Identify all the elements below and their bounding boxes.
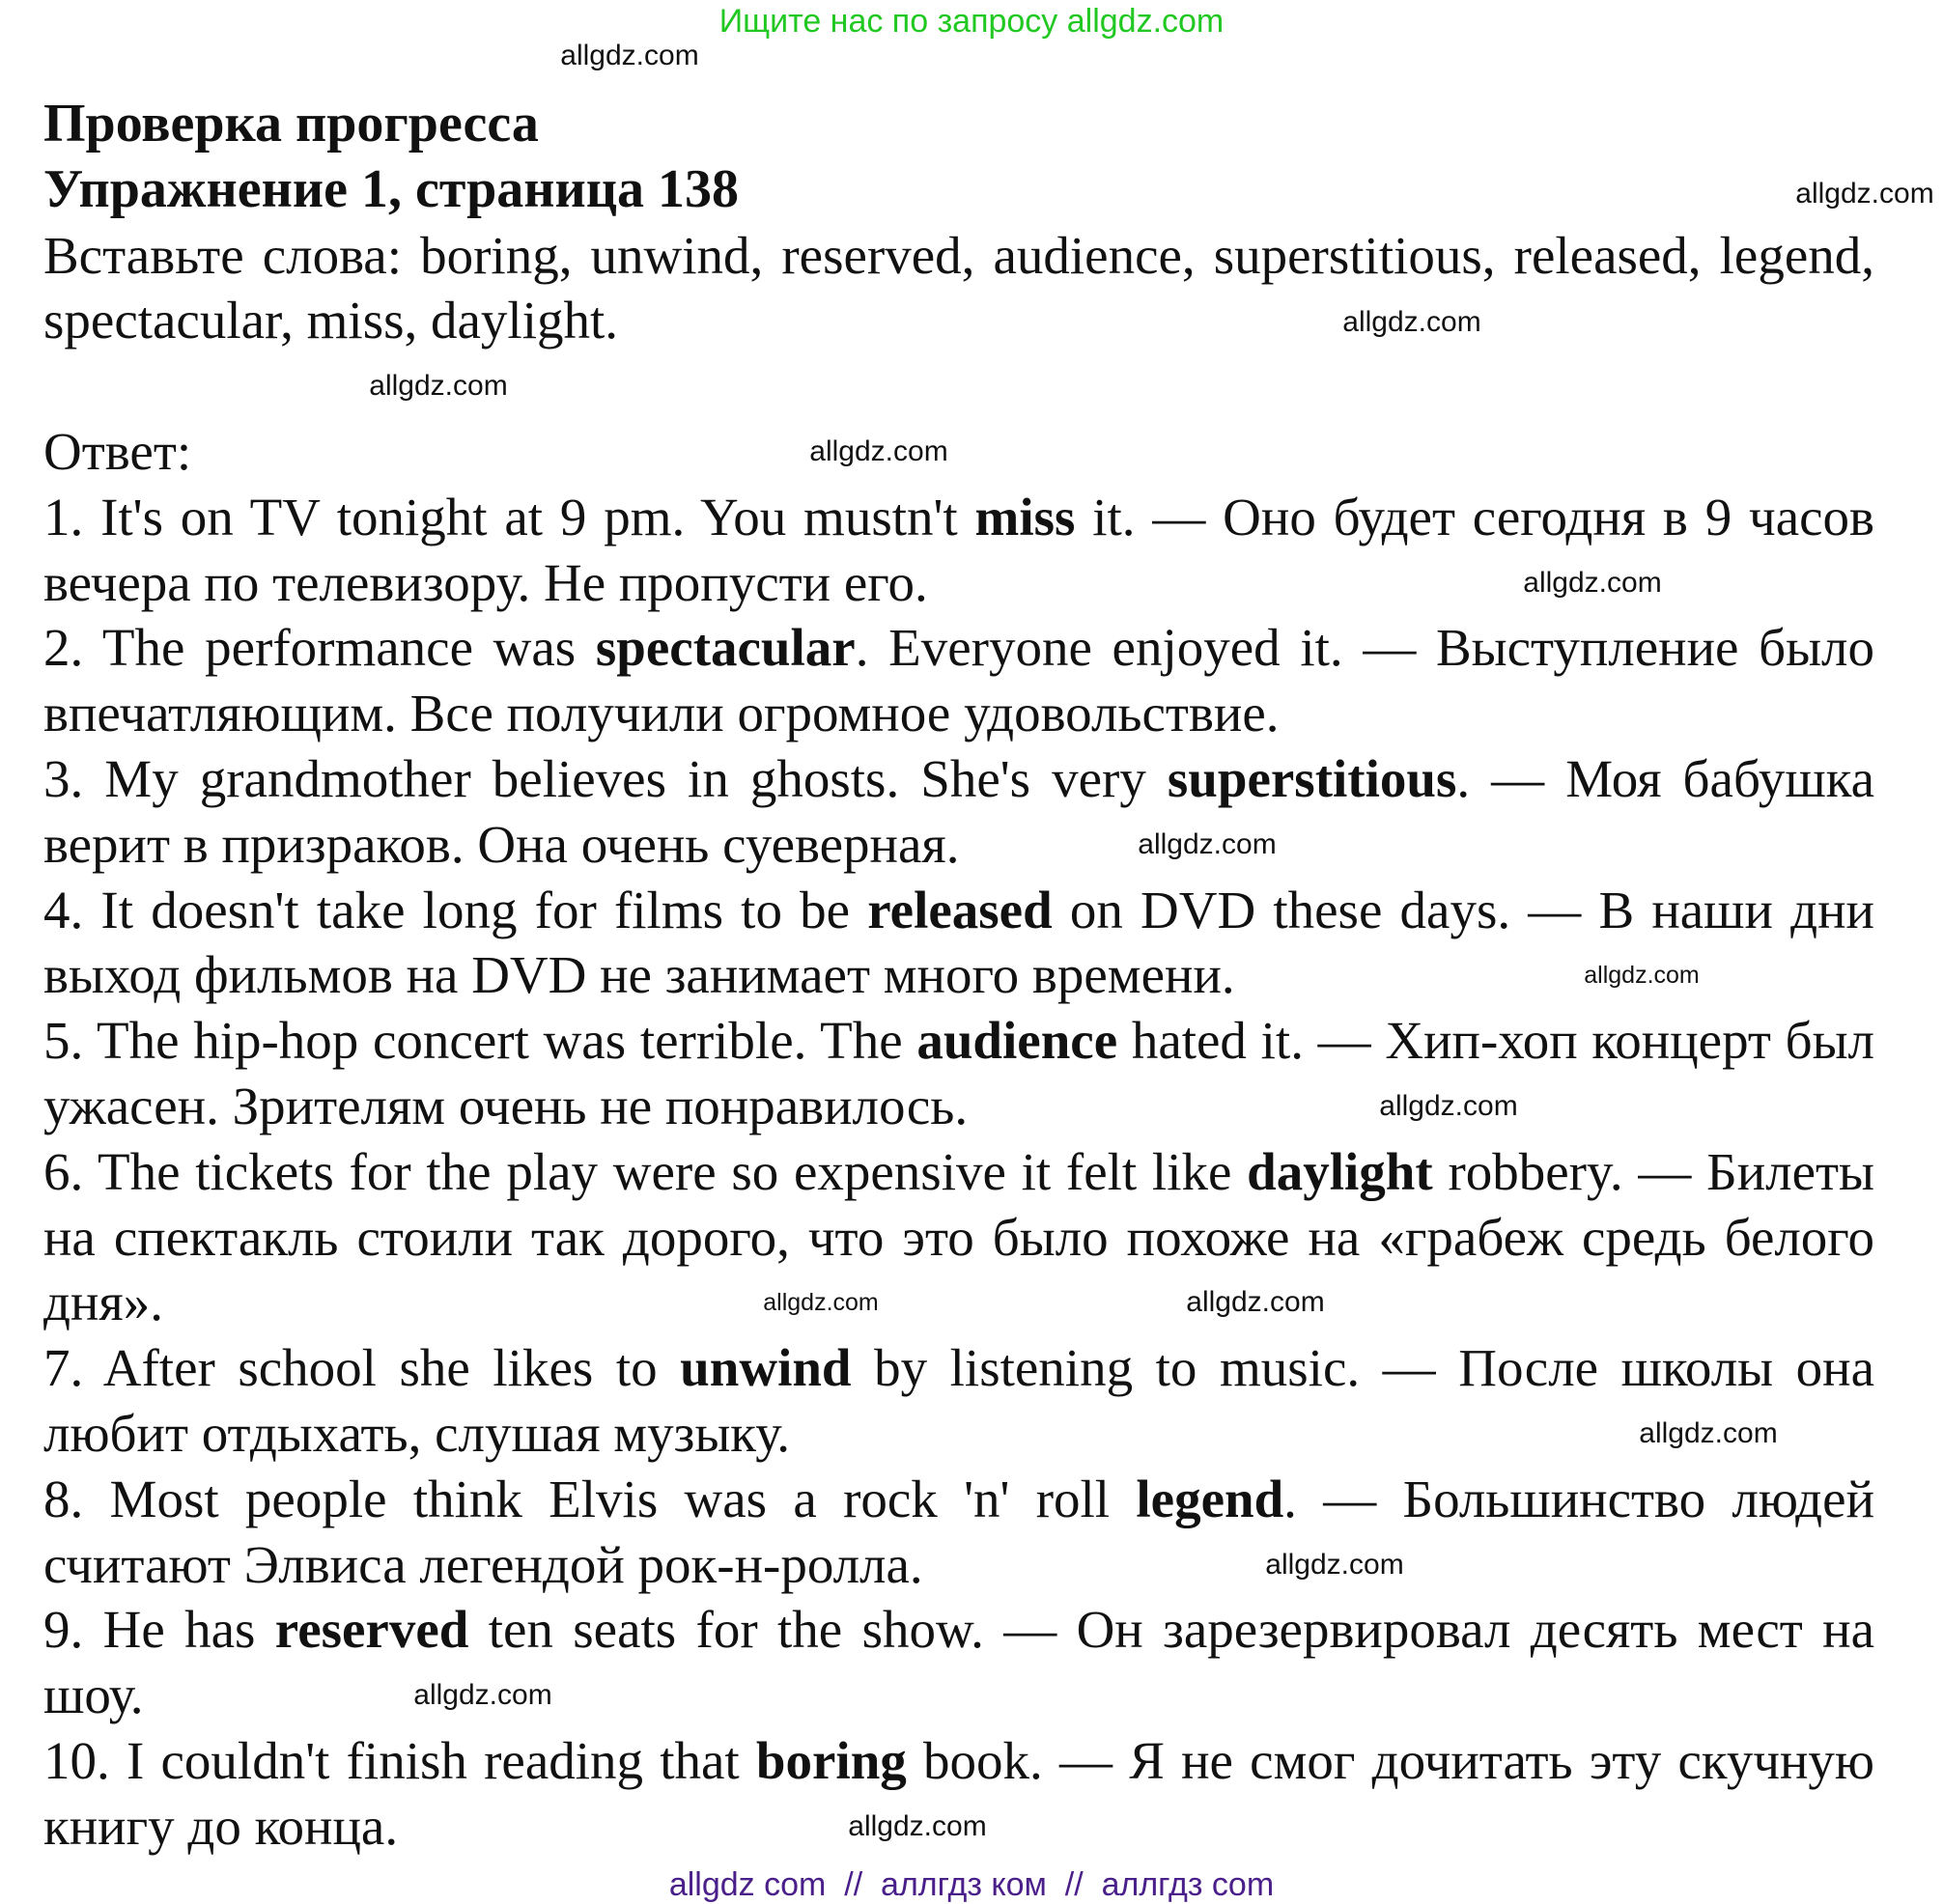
answer-item — [43, 615, 1874, 746]
answer-text: book. — Я не смог дочитать эту скучную книгу до конца. — [43, 1730, 1874, 1856]
answer-word: reserved — [274, 1600, 469, 1660]
watermark: allgdz.com — [560, 40, 699, 71]
answer-item — [43, 1008, 1874, 1139]
watermark: allgdz.com — [1138, 828, 1277, 860]
answer-text: 7. After school she likes to — [43, 1338, 681, 1398]
answer-word: daylight — [1247, 1141, 1433, 1201]
answer-text: 8. Most people think Elvis was a rock 'n' roll — [43, 1469, 1137, 1528]
answer-text: . — Большинство людей считают Элвиса легендой рок-н-ролла. — [43, 1469, 1875, 1594]
answer-word: boring — [755, 1730, 907, 1790]
answer-text: 5. The hip-hop concert was terrible. The — [43, 1011, 917, 1071]
watermark: allgdz.com — [1795, 178, 1934, 210]
watermark: allgdz.com — [1584, 962, 1700, 989]
answer-text: 4. It doesn't take long for films to be — [43, 880, 868, 939]
answer-word: spectacular — [595, 618, 856, 678]
answer-item — [43, 1335, 1874, 1467]
answer-word: released — [867, 880, 1053, 939]
watermark: allgdz.com — [1342, 306, 1481, 338]
bottom-banner: allgdz com // аллгдз ком // аллгдз com — [668, 1866, 1275, 1903]
answer-word: unwind — [680, 1338, 852, 1398]
top-banner: Ищите нас по запросу allgdz.com — [718, 3, 1225, 40]
watermark: allgdz.com — [848, 1810, 987, 1842]
answer-list — [43, 485, 1874, 1860]
watermark: allgdz.com — [1639, 1417, 1778, 1449]
watermark: allgdz.com — [809, 435, 948, 467]
watermark: allgdz.com — [1379, 1090, 1518, 1122]
answer-item — [43, 1467, 1874, 1598]
answer-text: robbery. — Билеты на спектакль стоили так дорого, что это было похоже на «грабеж средь белого дня». — [43, 1141, 1874, 1332]
watermark: allgdz.com — [1265, 1549, 1404, 1581]
answer-text: 9. He has — [43, 1600, 275, 1660]
answer-text: 10. I couldn't finish reading that — [43, 1730, 756, 1790]
page-title: Проверка прогресса — [43, 94, 539, 154]
answer-text: by listening to music. — После школы она любит отдыхать, слушая музыку. — [43, 1338, 1874, 1463]
watermark: allgdz.com — [1186, 1286, 1325, 1318]
watermark: allgdz.com — [1523, 567, 1662, 599]
answer-label: Ответ: — [43, 421, 192, 481]
watermark: allgdz.com — [763, 1289, 879, 1316]
answer-item — [43, 746, 1874, 878]
blank-line — [43, 353, 1874, 419]
answer-text: 2. The performance was — [43, 618, 596, 678]
answer-word: miss — [974, 487, 1076, 546]
answer-text: . — Моя бабушка верит в призраков. Она очень суеверная. — [43, 748, 1874, 874]
answer-word: superstitious — [1167, 748, 1457, 808]
answer-text: . Everyone enjoyed it. — Выступление было впечатляющим. Все получили огромное удовольствие. — [43, 618, 1874, 743]
answer-text: ten seats for the show. — Он зарезервировал десять мест на шоу. — [43, 1600, 1874, 1725]
answer-item — [43, 1597, 1874, 1728]
answer-text: 1. It's on TV tonight at 9 pm. You mustn't — [43, 487, 975, 546]
answer-word: audience — [916, 1011, 1118, 1071]
answer-text: hated it. — Хип-хоп концерт был ужасен. Зрителям очень не понравилось. — [43, 1011, 1874, 1135]
answer-text: 3. My grandmother believes in ghosts. She's very — [43, 748, 1168, 808]
answer-text: 6. The tickets for the play were so expensive it felt like — [43, 1141, 1248, 1201]
exercise-title: Упражнение 1, страница 138 — [43, 158, 740, 219]
answer-word: legend — [1136, 1469, 1284, 1528]
watermark: allgdz.com — [413, 1679, 552, 1711]
instruction: Вставьте слова: boring, unwind, reserved, audience, superstitious, released, legend, spectacular, miss, daylight. — [43, 225, 1874, 350]
answer-item — [43, 1139, 1874, 1335]
watermark: allgdz.com — [369, 370, 508, 402]
answer-text: on DVD these days. — В наши дни выход фильмов на DVD не занимает много времени. — [43, 880, 1874, 1005]
answer-text: it. — Оно будет сегодня в 9 часов вечера по телевизору. Не пропусти его. — [43, 487, 1874, 612]
